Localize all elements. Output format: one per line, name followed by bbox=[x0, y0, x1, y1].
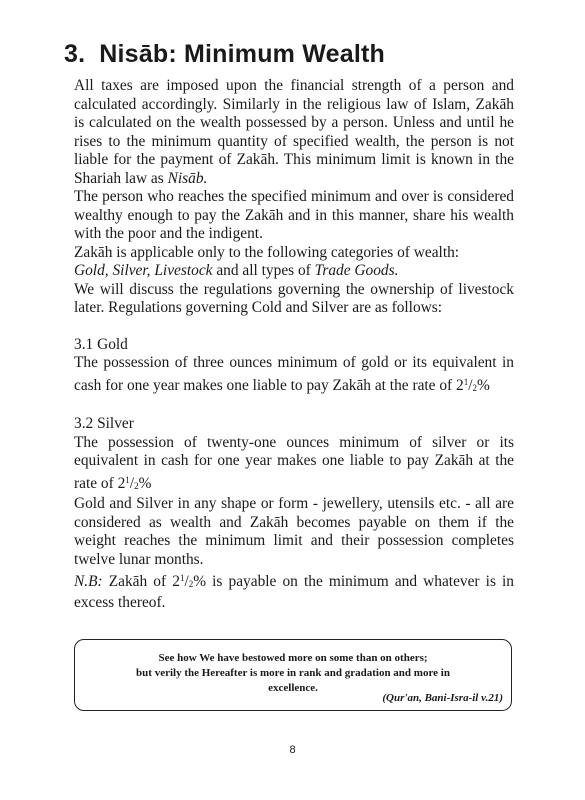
section-number: 3. bbox=[64, 40, 86, 68]
quote-line-2: but verily the Hereafter is more in rank and gradation and more in bbox=[136, 667, 450, 679]
page-content bbox=[64, 40, 515, 612]
quote-citation: (Qur'an, Bani-Isra-il v.21) bbox=[382, 692, 503, 704]
gold-heading: 3.1 Gold bbox=[74, 335, 128, 353]
section-heading bbox=[64, 40, 514, 69]
silver-frac-den: 2 bbox=[134, 480, 139, 491]
quote-line-1: See how We have bestowed more on some than on others; bbox=[158, 652, 428, 664]
quote-text bbox=[75, 651, 511, 696]
intro-paragraph-1 bbox=[74, 77, 514, 188]
trade-goods-term: Trade Goods. bbox=[314, 262, 399, 279]
silver-heading: 3.2 Silver bbox=[74, 415, 134, 432]
section-title: Nisāb: Minimum Wealth bbox=[99, 40, 385, 68]
gold-pct: % bbox=[477, 376, 490, 394]
intro-text-1: All taxes are imposed upon the financial strength of a person and calculated accordingly. Similarly in the religious law of Islam, Zakāh is calculated on the wealth possessed by a person. Unless and until he rises to the minimum quantity of specified wealth, the person is not liable for the payment of Zakāh. This minimum limit is known in the Shariah law as bbox=[74, 77, 514, 187]
page-number: 8 bbox=[289, 744, 296, 756]
nb-frac-num: 1 bbox=[179, 573, 185, 583]
quote-box bbox=[74, 639, 512, 711]
silver-paragraph: The possession of twenty-one ounces minimum of silver or its equivalent in cash for one year makes one liable to pay Zakāh at the rate of $2^1/_2\%$ bbox=[74, 433, 514, 492]
nb-text-2: % is payable on the minimum and whatever is in excess thereof. bbox=[74, 573, 515, 611]
nb-paragraph: N.B: Zakāh of $2^1/_2\%$ is payable on the minimum and whatever is in excess thereof. bbox=[74, 573, 515, 611]
gold-frac-num: 1 bbox=[463, 376, 469, 387]
nb-label: N.B: bbox=[74, 573, 103, 590]
intro-paragraph-2: The person who reaches the specified minimum and over is considered wealthy enough to pay the Zakāh and in this manner, share his wealth with the poor and the indigent. bbox=[74, 188, 514, 242]
silver-frac-num: 1 bbox=[125, 474, 130, 485]
quote-line-3: excellence. bbox=[268, 682, 318, 694]
intro-paragraph-3: Zakāh is applicable only to the following categories of wealth: bbox=[74, 243, 460, 261]
nb-text-1: Zakāh of 2 bbox=[102, 573, 180, 590]
intro-paragraph-5: We will discuss the regulations governing the ownership of livestock later. Regulations governing Cold and Silver are as follows: bbox=[74, 280, 514, 316]
silver-text: The possession of twenty-one ounces minimum of silver or its equivalent in cash for one year makes one liable to pay Zakāh at the rate of 2 bbox=[74, 433, 514, 492]
silver-paragraph-2: Gold and Silver in any shape or form - jewellery, utensils etc. - all are considered as wealth and Zakāh becomes payable on them if the weight reaches the minimum limit and their possession completes twelve lunar months. bbox=[74, 495, 514, 568]
gold-text: The possession of three ounces minimum of gold or its equivalent in cash for one year makes one liable to pay Zakāh at the rate of 2 bbox=[74, 354, 514, 394]
categories-list: Gold, Silver, Livestock bbox=[74, 262, 213, 279]
categories-connector: and all types of bbox=[212, 262, 315, 279]
silver-pct: % bbox=[138, 474, 152, 492]
gold-frac-den: 2 bbox=[472, 382, 478, 393]
nb-frac-den: 2 bbox=[188, 579, 194, 589]
nisab-term: Nisāb. bbox=[167, 169, 208, 187]
categories-line bbox=[74, 262, 514, 281]
gold-paragraph: The possession of three ounces minimum of gold or its equivalent in cash for one year makes one liable to pay Zakāh at the rate of $2^1/_2\%$ bbox=[74, 354, 514, 394]
